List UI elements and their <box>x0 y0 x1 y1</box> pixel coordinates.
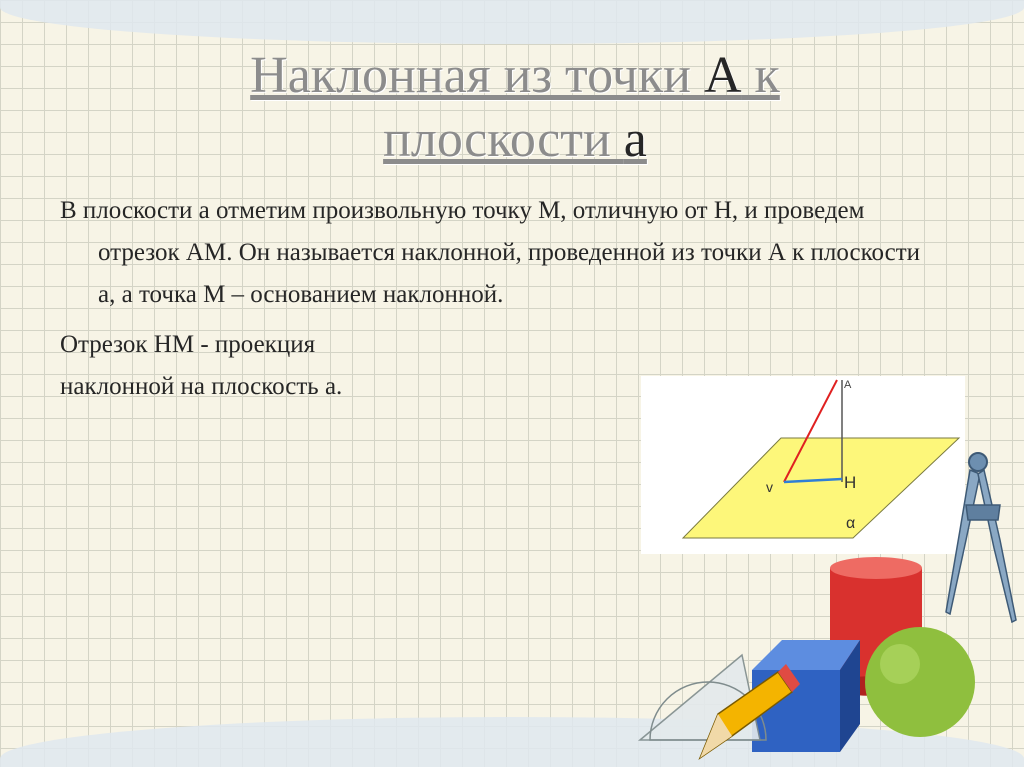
projection-line-1: Отрезок НМ - проекция <box>60 331 316 358</box>
green-sphere-icon <box>865 627 975 737</box>
title-plane-label: а <box>623 111 647 168</box>
title-line2-prefix: плоскости <box>383 111 624 168</box>
title-point-label: А <box>703 47 742 104</box>
label-m: v <box>766 479 773 495</box>
compass-icon <box>946 453 1016 622</box>
label-a: А <box>844 379 852 391</box>
projection-line-2: наклонной на плоскость а. <box>60 373 343 400</box>
title-line1-prefix: Наклонная из точки <box>250 47 704 104</box>
definition-paragraph: В плоскости а отметим произвольную точку М, отличную от Н, и проведем отрезок АМ. Он называется наклонной, проведенной из точки А к плоскости а, а точка М – основанием наклонной. <box>60 197 920 308</box>
label-h: Н <box>844 473 857 492</box>
title-line1-suffix: к <box>741 47 780 104</box>
label-plane: α <box>846 515 856 532</box>
